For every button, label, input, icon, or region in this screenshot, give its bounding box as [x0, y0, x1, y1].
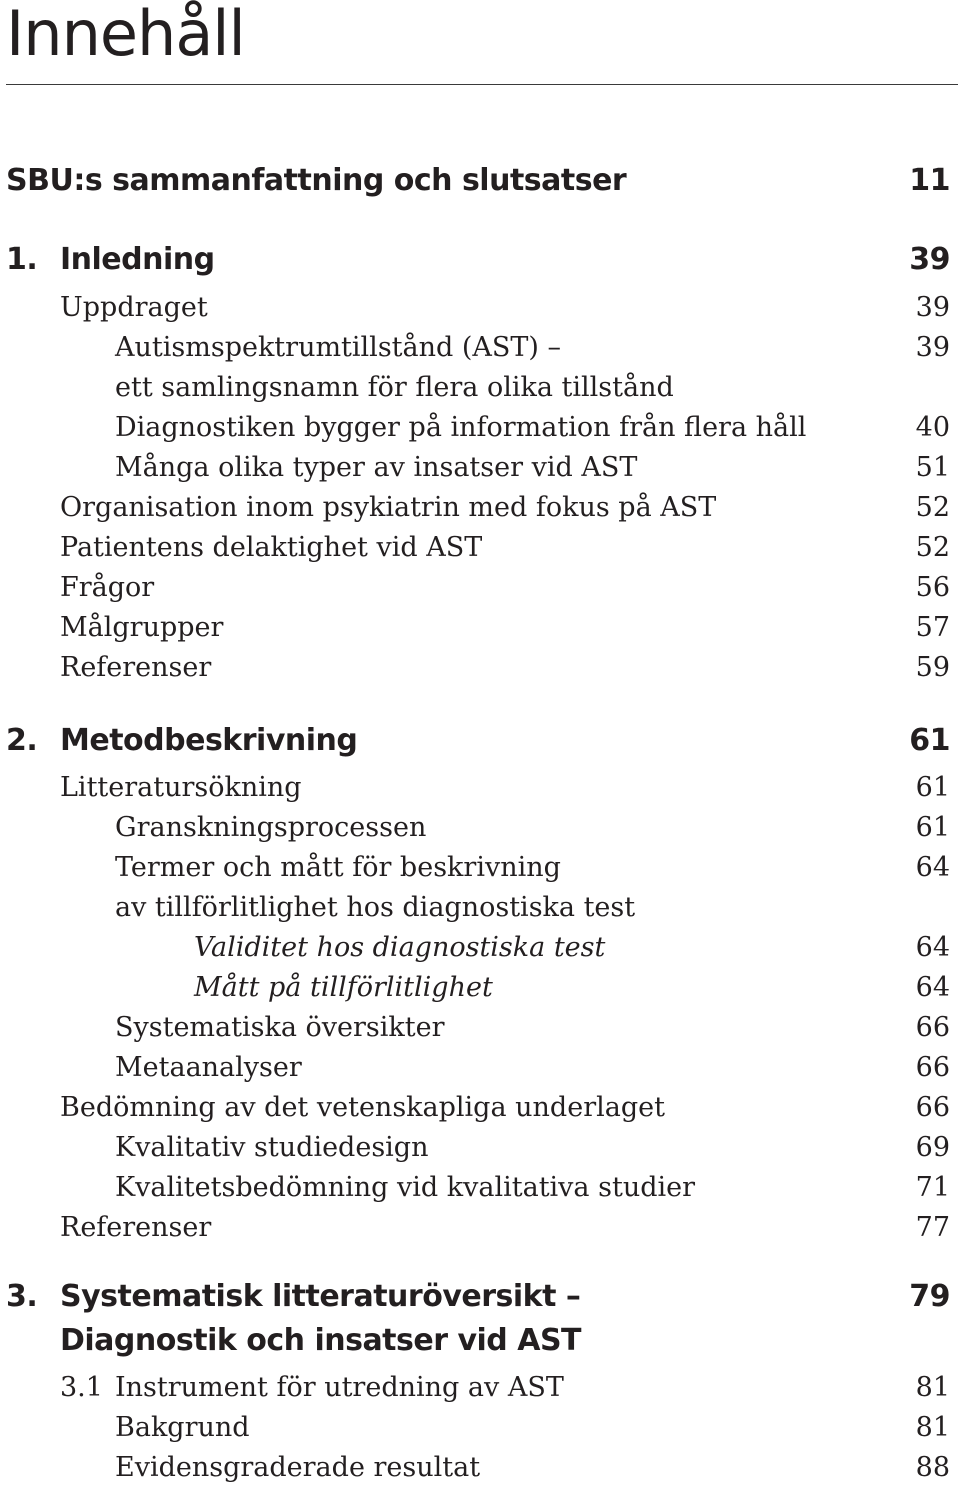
toc-entry-text: Uppdraget [60, 292, 208, 323]
toc-entry-text: Metodbeskrivning [60, 723, 358, 758]
toc-entry-text: Litteratursökning [60, 772, 302, 803]
toc-entry[interactable] [0, 1408, 960, 1448]
toc-chapter-3-continuation[interactable] [0, 1321, 960, 1361]
toc-chapter-3[interactable] [0, 1277, 960, 1317]
toc-entry[interactable] [0, 1048, 960, 1088]
toc-entry-page: 66 [915, 1092, 950, 1123]
toc-entry[interactable] [0, 648, 960, 688]
toc-entry-text: Organisation inom psykiatrin med fokus på AST [60, 492, 717, 523]
toc-entry[interactable] [0, 528, 960, 568]
toc-entry[interactable] [0, 768, 960, 808]
toc-entry-text: Inledning [60, 242, 215, 277]
toc-entry-text: Många olika typer av insatser vid AST [115, 452, 638, 483]
toc-entry-page: 56 [915, 572, 950, 603]
toc-entry-text: Bedömning av det vetenskapliga underlaget [60, 1092, 665, 1123]
toc-entry-text: ett samlingsnamn för flera olika tillstånd [115, 372, 674, 403]
toc-entry-text: Frågor [60, 572, 155, 603]
toc-entry-page: 57 [915, 612, 950, 643]
toc-entry-text: Systematiska översikter [115, 1012, 445, 1043]
toc-entry-page: 39 [915, 292, 950, 323]
toc-entry[interactable] [0, 848, 960, 888]
toc-entry-page: 64 [915, 852, 950, 883]
toc-entry[interactable] [0, 1128, 960, 1168]
toc-entry-text: Målgrupper [60, 612, 224, 643]
toc-entry-page: 39 [915, 332, 950, 363]
toc-entry-text: Referenser [60, 1212, 212, 1243]
toc-entry[interactable] [0, 928, 960, 968]
toc-entry-page: 39 [909, 242, 950, 277]
toc-entry-page: 77 [915, 1212, 950, 1243]
toc-entry[interactable] [0, 288, 960, 328]
toc-entry-page: 81 [915, 1372, 950, 1403]
toc-chapter-number: 3. [6, 1279, 38, 1314]
toc-entry-text: Referenser [60, 652, 212, 683]
toc-entry-continuation[interactable] [0, 888, 960, 928]
toc-entry-text: av tillförlitlighet hos diagnostiska test [115, 892, 636, 923]
toc-entry-page: 79 [909, 1279, 950, 1314]
toc-entry-text: Mått på tillförlitlighet [194, 972, 493, 1003]
toc-entry[interactable] [0, 608, 960, 648]
toc-entry-page: 40 [915, 412, 950, 443]
toc-entry-page: 61 [915, 772, 950, 803]
toc-section-number: 3.1 [60, 1372, 103, 1403]
toc-entry-text: Bakgrund [115, 1412, 250, 1443]
page-title: Innehåll [6, 0, 245, 70]
toc-entry-page: 52 [915, 492, 950, 523]
toc-entry-page: 59 [915, 652, 950, 683]
toc-entry[interactable] [0, 408, 960, 448]
toc-entry-text: Termer och mått för beskrivning [115, 852, 561, 883]
toc-entry[interactable] [0, 1448, 960, 1488]
toc-entry-page: 64 [915, 972, 950, 1003]
toc-entry[interactable] [0, 1168, 960, 1208]
toc-section-3-1[interactable] [0, 1368, 960, 1408]
toc-entry-text: Systematisk litteraturöversikt – [60, 1279, 581, 1314]
toc-entry[interactable] [0, 808, 960, 848]
toc-entry-text: Validitet hos diagnostiska test [194, 932, 606, 963]
toc-entry[interactable] [0, 1208, 960, 1248]
toc-entry[interactable] [0, 568, 960, 608]
toc-entry-text: Diagnostik och insatser vid AST [60, 1323, 582, 1358]
toc-entry-page: 88 [915, 1452, 950, 1483]
toc-entry-page: 66 [915, 1012, 950, 1043]
toc-entry-page: 11 [909, 163, 950, 198]
toc-entry-text: Evidensgraderade resultat [115, 1452, 481, 1483]
toc-entry-page: 61 [909, 723, 950, 758]
toc-entry-text: Diagnostiken bygger på information från flera håll [115, 412, 807, 443]
toc-chapter-1[interactable] [0, 240, 960, 280]
toc-entry-page: 61 [915, 812, 950, 843]
toc-entry-page: 52 [915, 532, 950, 563]
toc-entry-text: Autismspektrumtillstånd (AST) – [115, 332, 562, 363]
toc-entry-text: Patientens delaktighet vid AST [60, 532, 483, 563]
toc-chapter-number: 2. [6, 723, 38, 758]
toc-entry-text: Granskningsprocessen [115, 812, 427, 843]
toc-entry-page: 69 [915, 1132, 950, 1163]
toc-entry-text: SBU:s sammanfattning och slutsatser [6, 163, 627, 198]
toc-entry-page: 64 [915, 932, 950, 963]
toc-entry-text: Kvalitativ studiedesign [115, 1132, 429, 1163]
toc-entry[interactable] [0, 968, 960, 1008]
toc-chapter-number: 1. [6, 242, 38, 277]
toc-entry-page: 66 [915, 1052, 950, 1083]
toc-entry[interactable] [0, 1088, 960, 1128]
toc-entry[interactable] [0, 488, 960, 528]
toc-entry[interactable] [0, 448, 960, 488]
toc-chapter-2[interactable] [0, 721, 960, 761]
toc-entry-text: Metaanalyser [115, 1052, 302, 1083]
toc-entry[interactable] [0, 1008, 960, 1048]
toc-entry-continuation[interactable] [0, 368, 960, 408]
toc-entry-page: 71 [915, 1172, 950, 1203]
toc-entry-summary[interactable] [0, 161, 960, 201]
toc-entry[interactable] [0, 328, 960, 368]
toc-entry-text: Instrument för utredning av AST [115, 1372, 564, 1403]
toc-entry-page: 51 [915, 452, 950, 483]
toc-entry-page: 81 [915, 1412, 950, 1443]
toc-entry-text: Kvalitetsbedömning vid kvalitativa studier [115, 1172, 696, 1203]
